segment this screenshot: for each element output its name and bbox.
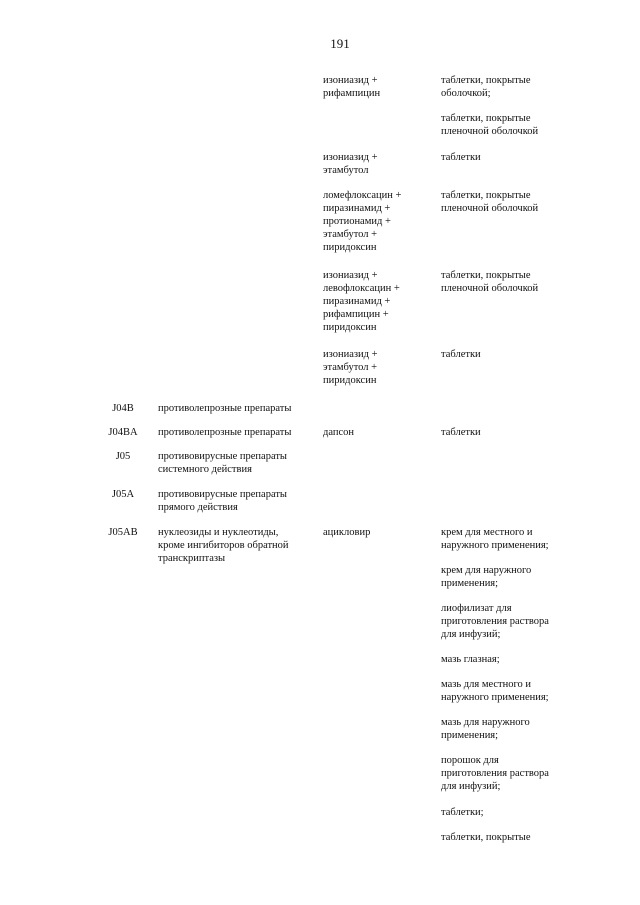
dosage-form: порошок для приготовления раствора для инфузий; [441, 755, 549, 792]
drug-name: ломефлоксацин + пиразинамид + протионамид + этамбутол + пиридоксин [323, 190, 402, 253]
dosage-form: крем для наружного применения; [441, 565, 532, 589]
drug-name: ацикловир [323, 527, 371, 538]
drug-group: нуклеозиды и нуклеотиды, кроме ингибиторов обратной транскриптазы [158, 527, 289, 564]
atc-code: J05AB [108, 527, 138, 538]
atc-code: J05A [111, 489, 135, 500]
drug-name: изониазид + этамбутол [323, 152, 378, 176]
dosage-form: таблетки, покрытые [441, 832, 531, 843]
drug-group: противолепрозные препараты [158, 427, 292, 438]
dosage-form: мазь глазная; [441, 654, 500, 665]
dosage-form: мазь для местного и наружного применения; [441, 679, 549, 703]
dosage-form: таблетки, покрытые пленочной оболочкой [441, 113, 539, 137]
drug-name: дапсон [323, 427, 355, 438]
drug-group: противолепрозные препараты [158, 403, 292, 414]
dosage-form: таблетки; [441, 807, 484, 818]
dosage-form: мазь для наружного применения; [441, 717, 530, 741]
dosage-form: таблетки, покрытые оболочкой; [441, 75, 531, 99]
atc-code: J05 [115, 451, 131, 462]
atc-code: J04B [112, 403, 134, 414]
dosage-form: таблетки, покрытые пленочной оболочкой [441, 270, 539, 294]
drug-name: изониазид + рифампицин [323, 75, 381, 99]
dosage-form: лиофилизат для приготовления раствора для инфузий; [441, 603, 549, 640]
dosage-form: таблетки [441, 152, 481, 163]
atc-code: J04BA [108, 427, 138, 438]
dosage-form: таблетки [441, 349, 481, 360]
drug-group: противовирусные препараты системного действия [158, 451, 287, 475]
dosage-form: таблетки [441, 427, 481, 438]
dosage-form: таблетки, покрытые пленочной оболочкой [441, 190, 539, 214]
drug-name: изониазид + левофлоксацин + пиразинамид + рифампицин + пиридоксин [323, 270, 400, 333]
drug-name: изониазид + этамбутол + пиридоксин [323, 349, 378, 386]
drug-group: противовирусные препараты прямого действия [158, 489, 287, 513]
page-number: 191 [330, 36, 350, 51]
dosage-form: крем для местного и наружного применения; [441, 527, 549, 551]
